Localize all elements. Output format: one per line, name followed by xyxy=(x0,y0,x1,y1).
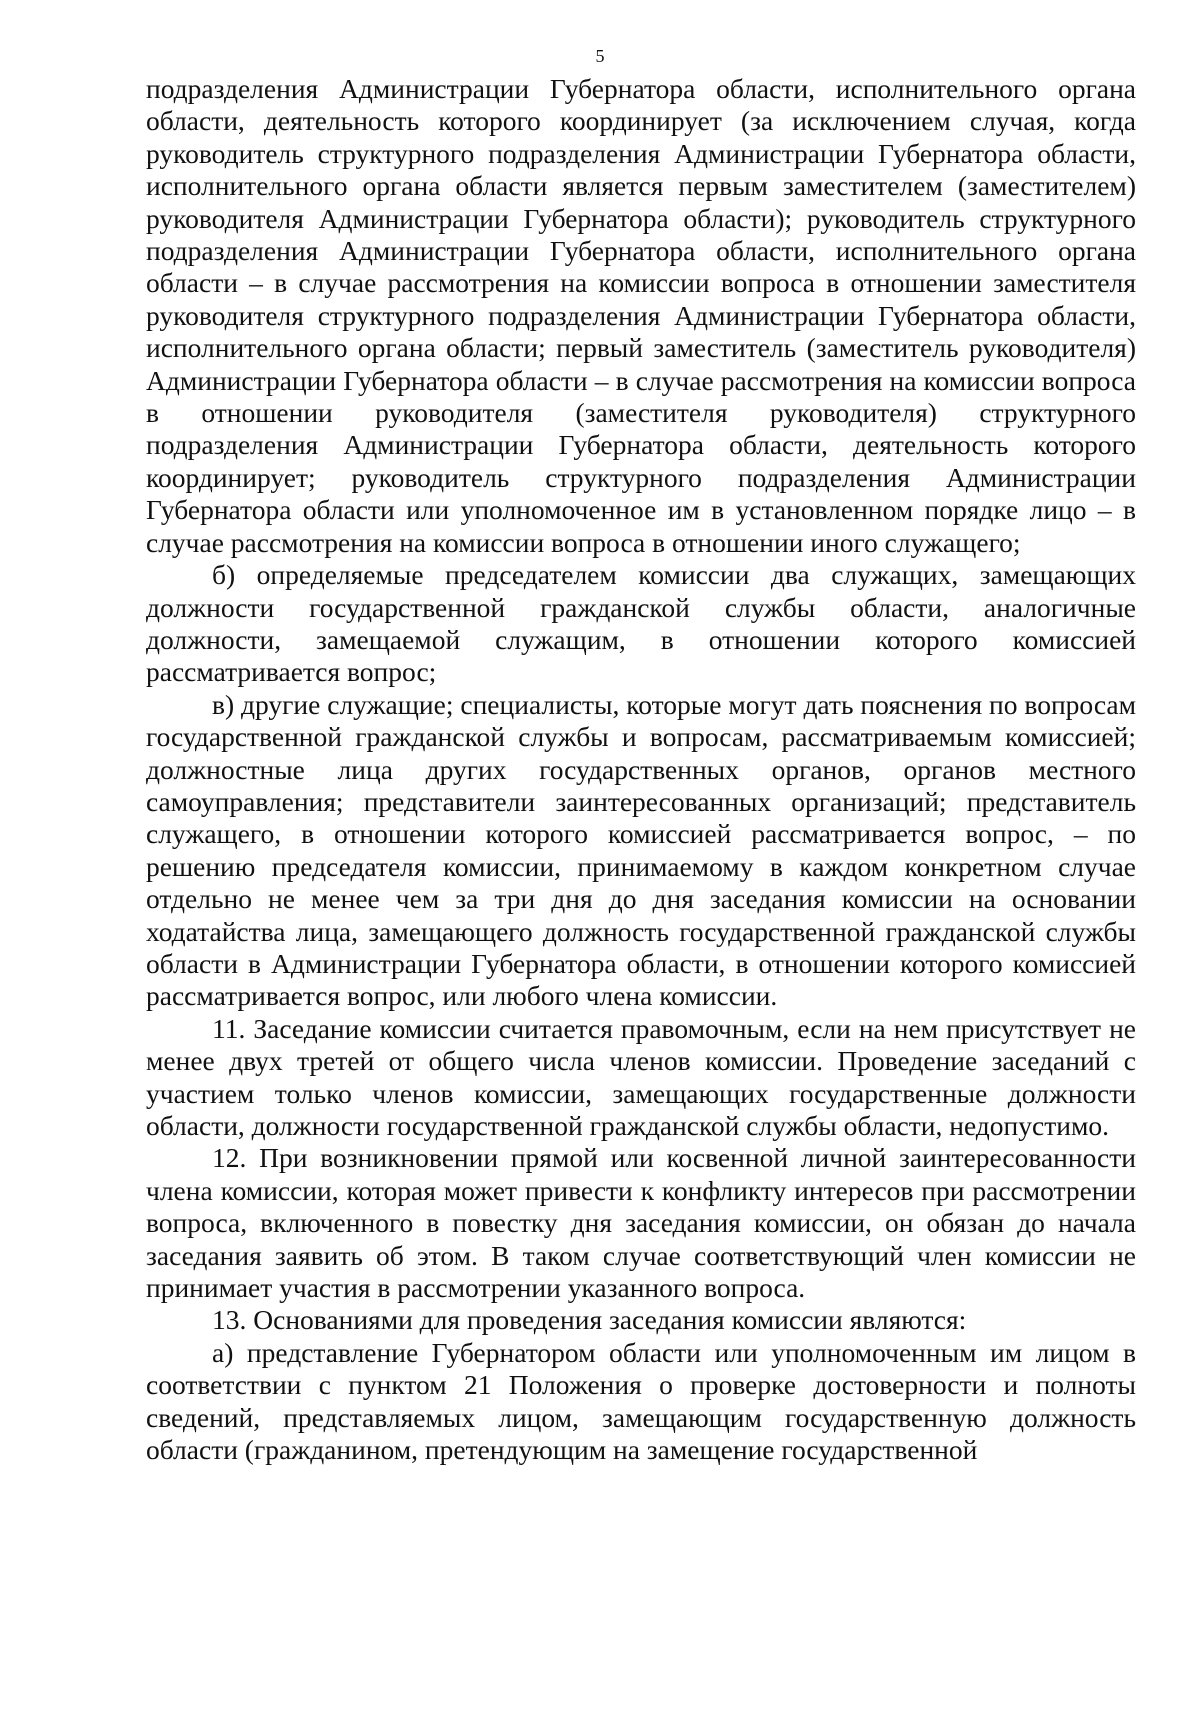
document-body xyxy=(146,73,1136,1466)
paragraph-item-b: б) определяемые председателем комиссии два служащих, замещающих должности государственной гражданской службы области, аналогичные должности, замещаемой служащим, в отношении которого комиссией рассматривается вопрос; xyxy=(146,559,1136,688)
paragraph-13: 13. Основаниями для проведения заседания комиссии являются: xyxy=(212,1304,967,1336)
paragraph-continuation: подразделения Администрации Губернатора области, исполнительного органа области, деятельность которого координирует (за исключением случая, когда руководитель структурного подразделения Администрации Губернатора области, исполнительного органа области является первым заместителем (заместителем) руководителя Администрации Губернатора области); руководитель структурного подразделения Администрации Губернатора области, исполнительного органа области – в случае рассмотрения на комиссии вопроса в отношении заместителя руководителя структурного подразделения Администрации Губернатора области, исполнительного органа области; первый заместитель (заместитель руководителя) Администрации Губернатора области – в случае рассмотрения на комиссии вопроса в отношении руководителя (заместителя руководителя) структурного подразделения Администрации Губернатора области, деятельность которого координирует; руководитель структурного подразделения Администрации Губернатора области или уполномоченное им в установленном порядке лицо – в случае рассмотрения на комиссии вопроса в отношении иного служащего; xyxy=(146,73,1136,558)
paragraph-11: 11. Заседание комиссии считается правомочным, если на нем присутствует не менее двух третей от общего числа членов комиссии. Проведение заседаний с участием только членов комиссии, замещающих государственные должности области, должности государственной гражданской службы области, недопустимо. xyxy=(146,1012,1136,1141)
page-number: 5 xyxy=(595,46,605,66)
paragraph-item-v: в) другие служащие; специалисты, которые могут дать пояснения по вопросам государственной гражданской службы и вопросам, рассматриваемым комиссией; должностные лица других государственных органов, органов местного самоуправления; представители заинтересованных организаций; представитель служащего, в отношении которого комиссией рассматривается вопрос, – по решению председателя комиссии, принимаемому в каждом конкретном случае отдельно не менее чем за три дня до дня заседания комиссии на основании ходатайства лица, замещающего должность государственной гражданской службы области в Администрации Губернатора области, в отношении которого комиссией рассматривается вопрос, или любого члена комиссии. xyxy=(146,688,1136,1012)
paragraph-12: 12. При возникновении прямой или косвенной личной заинтересованности члена комиссии, которая может привести к конфликту интересов при рассмотрении вопроса, включенного в повестку дня заседания комиссии, он обязан до начала заседания заявить об этом. В таком случае соответствующий член комиссии не принимает участия в рассмотрении указанного вопроса. xyxy=(146,1142,1136,1304)
paragraph-13-item-a: а) представление Губернатором области или уполномоченным им лицом в соответствии с пунктом 21 Положения о проверке достоверности и полноты сведений, представляемых лицом, замещающим государственную должность области (гражданином, претендующим на замещение государственной xyxy=(146,1336,1136,1466)
